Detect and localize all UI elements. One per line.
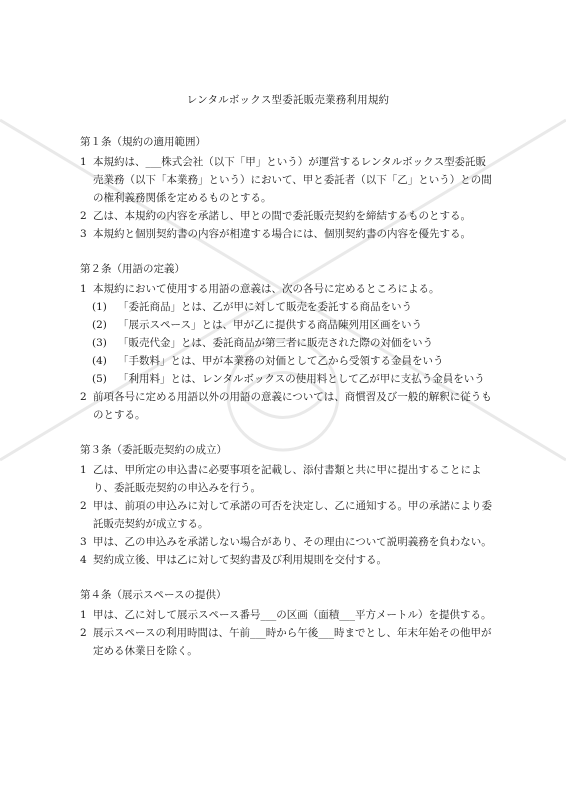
paragraph xyxy=(80,225,496,243)
item-number: (1) xyxy=(92,301,107,313)
article-2 xyxy=(80,261,496,424)
paragraph-text: 本規約は、___株式会社（以下「甲」という）が運営するレンタルボックス型委託販売業務（以下「本業務」という）において、甲と委託者（以下「乙」という）との間の権利義務関係を定めるものとする。 xyxy=(93,156,492,204)
paragraph-number: 3 xyxy=(80,228,87,240)
definition-item xyxy=(80,316,496,334)
paragraph xyxy=(80,207,496,225)
paragraph-text: 乙は、本規約の内容を承諾し、甲との間で委託販売契約を締結するものとする。 xyxy=(93,210,471,222)
document-title: レンタルボックス型委託販売業務利用規約 xyxy=(186,94,390,106)
definition-item xyxy=(80,370,496,388)
paragraph-number: 3 xyxy=(80,536,87,548)
item-number: (2) xyxy=(92,319,107,331)
paragraph xyxy=(80,497,496,533)
paragraph-number: 2 xyxy=(80,210,87,222)
paragraph-text: 前項各号に定める用語以外の用語の意義については、商慣習及び一般的解釈に従うものとする。 xyxy=(93,391,492,421)
item-text: 「委託商品」とは、乙が甲に対して販売を委託する商品をいう xyxy=(118,301,412,313)
article-4 xyxy=(80,587,496,660)
item-text: 「展示スペース」とは、甲が乙に提供する商品陳列用区画をいう xyxy=(118,319,422,331)
paragraph-number: 2 xyxy=(80,627,87,639)
paragraph-number: 2 xyxy=(80,391,87,403)
article-heading: 第３条（委託販売契約の成立） xyxy=(80,444,227,456)
definition-item xyxy=(80,334,496,352)
paragraph-text: 本規約と個別契約書の内容が相違する場合には、個別契約書の内容を優先する。 xyxy=(93,228,471,240)
paragraph-text: 甲は、前項の申込みに対して承諾の可否を決定し、乙に通知する。甲の承諾により委託販売契約が成立する。 xyxy=(93,500,492,530)
paragraph xyxy=(80,461,496,497)
definition-item xyxy=(80,352,496,370)
paragraph-number: 1 xyxy=(80,609,87,621)
paragraph xyxy=(80,533,496,551)
paragraph-number: 1 xyxy=(80,464,87,476)
item-text: 「利用料」とは、レンタルボックスの使用料として乙が甲に支払う金員をいう xyxy=(118,373,485,385)
paragraph xyxy=(80,280,496,298)
paragraph-text: 展示スペースの利用時間は、午前___時から午後___時までとし、年末年始その他甲が定める休業日を除く。 xyxy=(93,627,492,657)
paragraph-number: 4 xyxy=(80,554,87,566)
paragraph xyxy=(80,624,496,660)
paragraph-text: 甲は、乙に対して展示スペース番号___の区画（面積___平方メートル）を提供する。 xyxy=(93,609,492,621)
item-text: 「手数料」とは、甲が本業務の対価として乙から受領する金員をいう xyxy=(118,355,444,367)
paragraph xyxy=(80,153,496,207)
paragraph-text: 本規約において使用する用語の意義は、次の各号に定めるところによる。 xyxy=(93,283,440,295)
paragraph-number: 1 xyxy=(80,283,87,295)
item-number: (3) xyxy=(92,337,107,349)
article-heading: 第２条（用語の定義） xyxy=(80,263,185,275)
article-heading: 第４条（展示スペースの提供） xyxy=(80,589,227,601)
paragraph xyxy=(80,551,496,569)
paragraph-text: 契約成立後、甲は乙に対して契約書及び利用規則を交付する。 xyxy=(93,554,387,566)
article-1 xyxy=(80,134,496,243)
article-heading: 第１条（規約の適用範囲） xyxy=(80,136,206,148)
article-3 xyxy=(80,442,496,569)
paragraph-text: 乙は、甲所定の申込書に必要事項を記載し、添付書類と共に甲に提出することにより、委託販売契約の申込みを行う。 xyxy=(93,464,482,494)
paragraph-number: 2 xyxy=(80,500,87,512)
definition-item xyxy=(80,298,496,316)
paragraph xyxy=(80,606,496,624)
item-number: (5) xyxy=(92,373,107,385)
paragraph-text: 甲は、乙の申込みを承諾しない場合があり、その理由について説明義務を負わない。 xyxy=(93,536,492,548)
item-text: 「販売代金」とは、委託商品が第三者に販売された際の対価をいう xyxy=(118,337,433,349)
paragraph xyxy=(80,388,496,424)
item-number: (4) xyxy=(92,355,107,367)
paragraph-number: 1 xyxy=(80,156,87,168)
